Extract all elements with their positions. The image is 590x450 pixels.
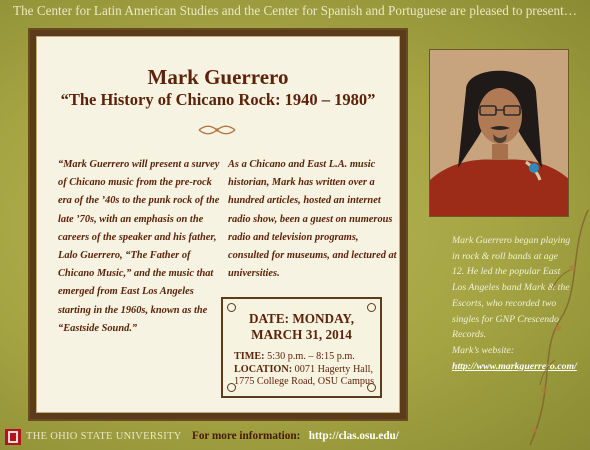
time-value: 5:30 p.m. – 8:15 p.m.	[264, 351, 355, 362]
event-date-line1: DATE: MONDAY,	[248, 311, 355, 326]
location-label: LOCATION:	[234, 363, 293, 375]
location-value: 0071 Hagerty Hall,	[292, 363, 374, 375]
event-address: 1775 College Road, OSU Campus	[234, 376, 375, 388]
event-date	[223, 311, 380, 343]
vine-ornament-icon	[500, 210, 590, 450]
speaker-credentials: As a Chicano and East L.A. music historian, Mark has written over a hundred articles, hosted an internet radio show, been a guest on numerous radio and television programs, consulted for museums, and lectured at universities.	[228, 159, 397, 280]
speaker-name: Mark Guerrero	[147, 65, 289, 89]
event-details-box	[221, 297, 382, 398]
event-time-location	[234, 351, 384, 389]
flourish-ornament-icon	[197, 124, 237, 136]
clas-website-link[interactable]: http://clas.osu.edu/	[308, 430, 399, 442]
more-information	[192, 430, 399, 442]
talk-title: “The History of Chicano Rock: 1940 – 1980”	[60, 90, 376, 109]
event-time	[234, 351, 384, 364]
speaker-photo	[429, 49, 569, 217]
time-label: TIME:	[234, 351, 265, 362]
university-name: THE OHIO STATE UNIVERSITY	[26, 431, 182, 442]
website-label: Mark’s website:	[452, 344, 515, 356]
presenting-organizations-banner: The Center for Latin American Studies and the Center for Spanish and Portuguese are pleased to present…	[13, 3, 577, 18]
more-info-label: For more information:	[192, 430, 301, 442]
talk-description: “Mark Guerrero will present a survey of Chicano music from the pre-rock era of the ’40s to the punk rock of the late ’70s, with an emphasis on the careers of the speaker and his father, Lalo Guerrero, “The Father of Chicano Music,” and the music that emerged from East Los Angeles starting in the 1960s, known as the “Eastside Sound.”	[58, 159, 220, 334]
bio-text: Mark Guerrero began playing in rock & roll bands at age 12. He led the popular East Los Angeles band Mark & the Escorts, who recorded two singles for GNP Crescendo Records.	[452, 235, 571, 341]
event-date-line2: MARCH 31, 2014	[251, 327, 352, 342]
speaker-portrait-illustration	[430, 50, 569, 217]
speaker-website-link[interactable]: http://www.markguerrero.com/	[452, 360, 577, 372]
event-location	[234, 364, 384, 377]
ohio-state-logo-icon	[4, 428, 22, 446]
